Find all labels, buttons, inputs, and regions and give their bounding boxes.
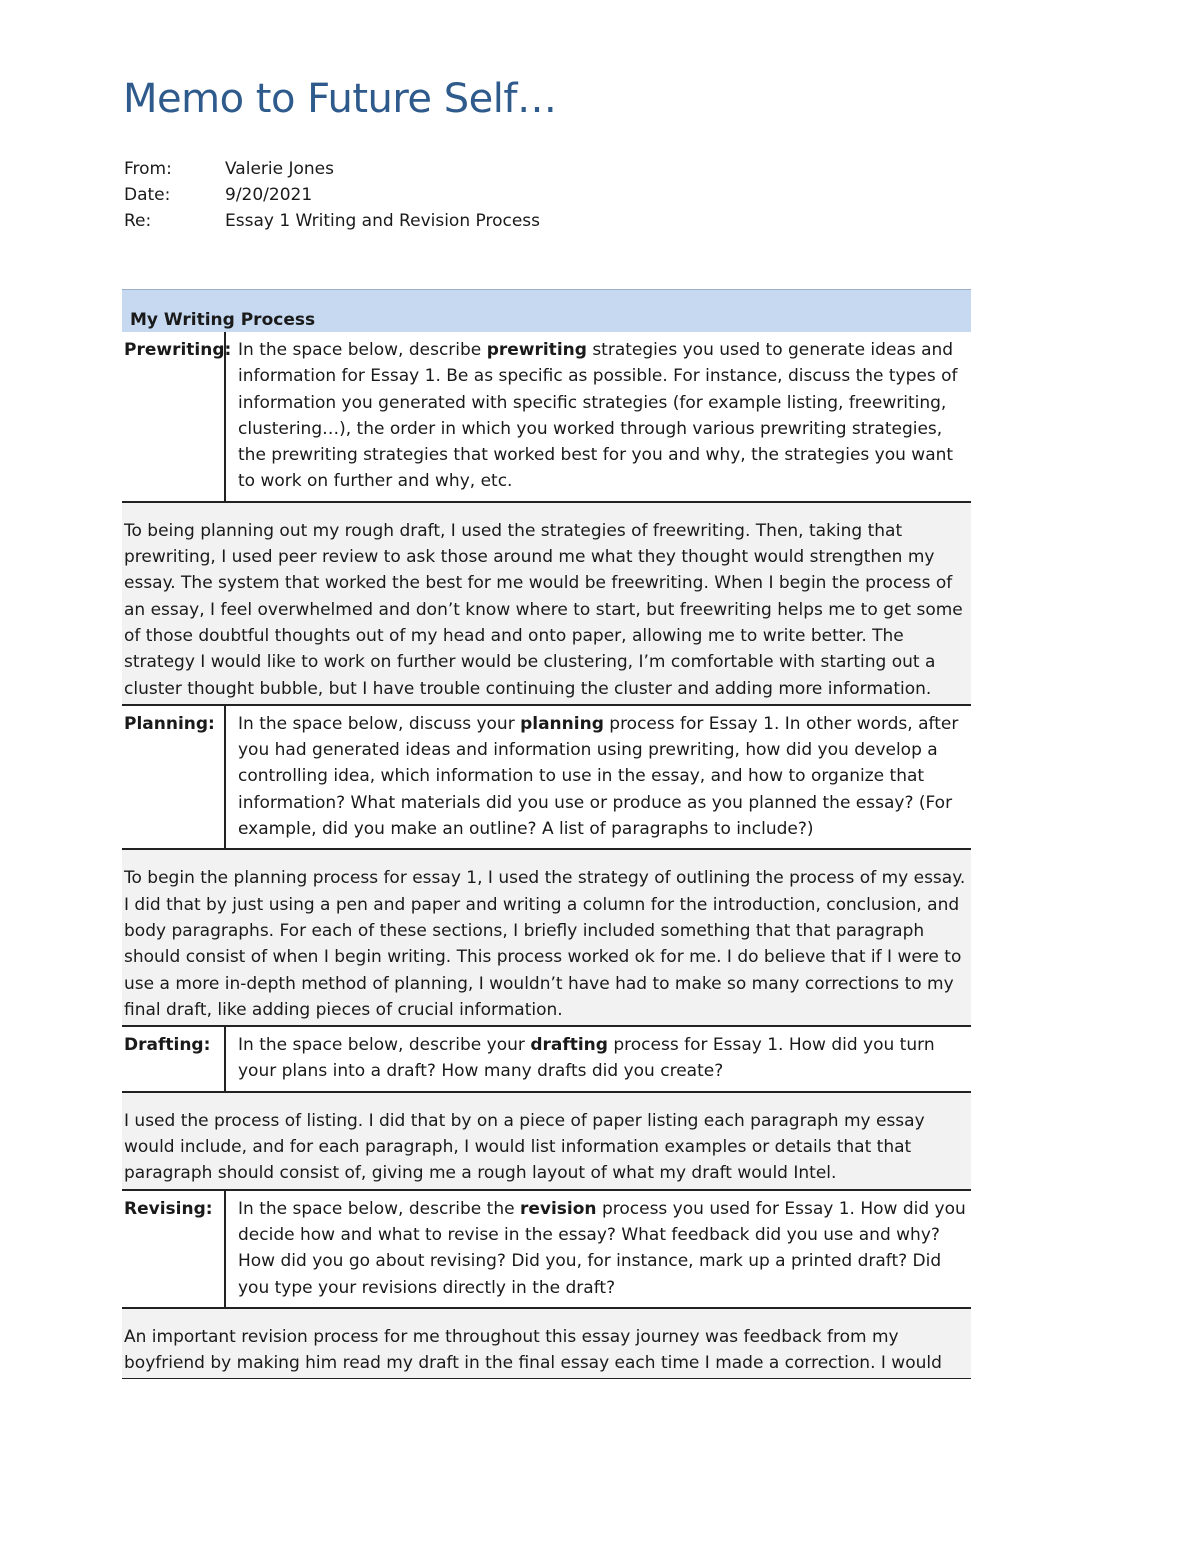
planning-prompt-row bbox=[122, 706, 971, 850]
date-value: 9/20/2021 bbox=[225, 185, 313, 205]
revising-label: Revising: bbox=[124, 1198, 213, 1219]
prewriting-prompt-text-cont: strategies you used to generate ideas and information for Essay 1. Be as specific as possible. For instance, discuss the types of information you generated with specific strategies (for example listing, freewriting, clustering…), the order in which you worked through various prewriting strategies, the prewriting strategies that worked best for you and why, the strategies you want to work on further and why, etc. bbox=[238, 340, 958, 492]
from-value: Valerie Jones bbox=[225, 159, 334, 179]
revising-prompt-row bbox=[122, 1191, 971, 1309]
from-row bbox=[124, 156, 540, 182]
drafting-response[interactable]: I used the process of listing. I did that by on a piece of paper listing each paragraph my essay would include, and for each paragraph, I would list information examples or details that that paragraph should consist of, giving me a rough layout of what my draft would Intel. bbox=[122, 1093, 971, 1191]
planning-label: Planning: bbox=[124, 713, 215, 734]
page-title: Memo to Future Self… bbox=[123, 76, 557, 122]
re-row bbox=[124, 208, 540, 234]
prewriting-prompt bbox=[224, 332, 971, 501]
from-label: From: bbox=[124, 159, 172, 179]
planning-prompt-text: In the space below, discuss your bbox=[238, 713, 521, 734]
writing-process-table bbox=[122, 289, 971, 1379]
drafting-keyword: drafting bbox=[530, 1035, 608, 1056]
revising-prompt bbox=[224, 1191, 971, 1307]
drafting-prompt-text: In the space below, describe your bbox=[238, 1035, 531, 1056]
section-header: My Writing Process bbox=[122, 289, 971, 332]
drafting-label: Drafting: bbox=[124, 1035, 211, 1056]
re-value: Essay 1 Writing and Revision Process bbox=[225, 211, 540, 231]
re-label: Re: bbox=[124, 211, 152, 231]
revising-prompt-text-cont: process you used for Essay 1. How did you decide how and what to revise in the essay? What feedback did you use and why? How did you go about revising? Did you, for instance, mark up a printed draft? Did you type your revisions directly in the draft? bbox=[238, 1198, 966, 1298]
revising-prompt-text: In the space below, describe the bbox=[238, 1198, 520, 1219]
date-label: Date: bbox=[124, 185, 171, 205]
drafting-prompt bbox=[224, 1027, 971, 1091]
planning-keyword: planning bbox=[520, 713, 604, 734]
prewriting-response[interactable]: To being planning out my rough draft, I used the strategies of freewriting. Then, taking that prewriting, I used peer review to ask those around me what they thought would strengthen my essay. The system that worked the best for me would be freewriting. When I begin the process of an essay, I feel overwhelmed and don’t know where to start, but freewriting helps me to get some of those doubtful thoughts out of my head and onto paper, allowing me to write better. The strategy I would like to work on further would be clustering, I’m comfortable with starting out a cluster thought bubble, but I have trouble continuing the cluster and adding more information. bbox=[122, 503, 971, 706]
planning-prompt-text-cont: process for Essay 1. In other words, after you had generated ideas and information using prewriting, how did you develop a controlling idea, which information to use in the essay, and how to organize that information? What materials did you use or produce as you planned the essay? (For example, did you make an outline? A list of paragraphs to include?) bbox=[238, 713, 959, 840]
revising-keyword: revision bbox=[519, 1198, 597, 1219]
revising-response[interactable]: An important revision process for me throughout this essay journey was feedback from my boyfriend by making him read my draft in the final essay each time I made a correction. I would bbox=[122, 1309, 971, 1380]
drafting-prompt-text-cont: process for Essay 1. How did you turn your plans into a draft? How many drafts did you create? bbox=[238, 1035, 935, 1082]
planning-response[interactable]: To begin the planning process for essay 1, I used the strategy of outlining the process of my essay. I did that by just using a pen and paper and writing a column for the introduction, conclusion, and body paragraphs. For each of these sections, I briefly included something that that paragraph should consist of when I begin writing. This process worked ok for me. I do believe that if I were to use a more in-depth method of planning, I wouldn’t have had to make so many corrections to my final draft, like adding pieces of crucial information. bbox=[122, 850, 971, 1027]
prewriting-prompt-row bbox=[122, 332, 971, 503]
prewriting-label: Prewriting: bbox=[124, 340, 232, 360]
drafting-prompt-row bbox=[122, 1027, 971, 1093]
prewriting-keyword: prewriting bbox=[486, 340, 587, 360]
planning-prompt bbox=[224, 706, 971, 848]
date-row bbox=[124, 182, 540, 208]
prewriting-prompt-text: In the space below, describe bbox=[238, 340, 487, 360]
memo-header bbox=[124, 156, 540, 234]
